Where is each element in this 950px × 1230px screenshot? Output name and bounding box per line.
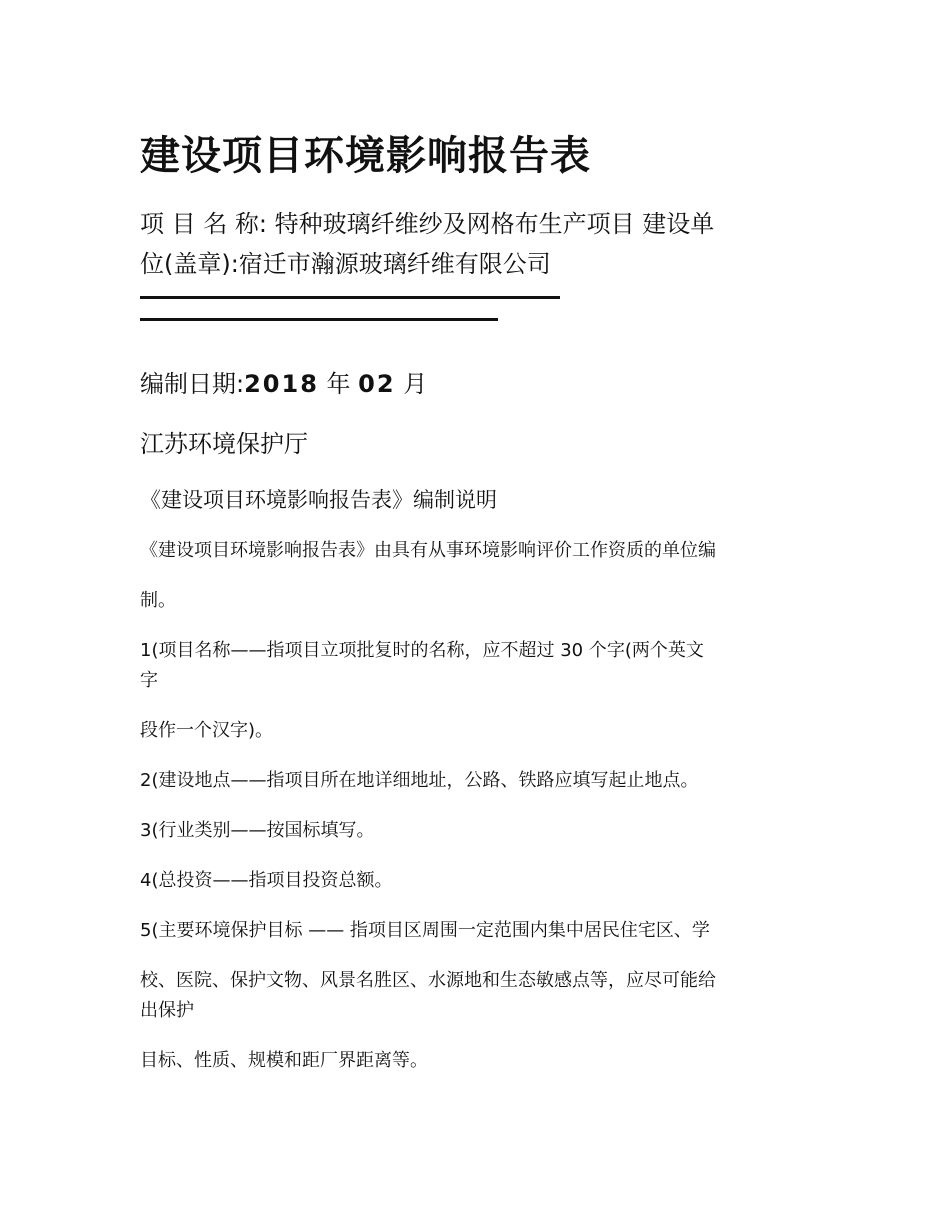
paragraph-line: 1(项目名称——指项目立项批复时的名称，应不超过 30 个字(两个英文 bbox=[140, 640, 704, 661]
paragraph-line: 校、医院、保护文物、风景名胜区、水源地和生态敏感点等，应尽可能给 bbox=[140, 970, 716, 991]
paragraph-line: 目标、性质、规模和距厂界距离等。 bbox=[140, 1050, 428, 1071]
paragraph-line: 字 bbox=[140, 670, 158, 691]
signature-rule-2 bbox=[140, 318, 498, 321]
project-name-line: 项 目 名 称: 特种玻璃纤维纱及网格布生产项目 建设单 bbox=[140, 210, 715, 238]
document-title: 建设项目环境影响报告表 bbox=[140, 133, 591, 179]
date-year-unit: 年 bbox=[326, 370, 351, 398]
construction-unit-line: 位(盖章):宿迁市瀚源玻璃纤维有限公司 bbox=[140, 250, 551, 278]
instructions-heading: 《建设项目环境影响报告表》编制说明 bbox=[140, 488, 497, 512]
paragraph-line: 3(行业类别——按国标填写。 bbox=[140, 820, 375, 841]
date-label: 编制日期: bbox=[140, 370, 245, 398]
paragraph-line: 段作一个汉字)。 bbox=[140, 720, 274, 741]
signature-rule-1 bbox=[140, 296, 560, 299]
date-month: 02 bbox=[358, 370, 396, 398]
paragraph-line: 出保护 bbox=[140, 1000, 194, 1021]
date-year: 2018 bbox=[244, 370, 319, 398]
paragraph-line: 5(主要环境保护目标 —— 指项目区周围一定范围内集中居民住宅区、学 bbox=[140, 920, 710, 941]
paragraph-line: 4(总投资——指项目投资总额。 bbox=[140, 870, 393, 891]
date-month-unit: 月 bbox=[403, 370, 428, 398]
paragraph-line: 制。 bbox=[140, 590, 176, 611]
paragraph-line: 《建设项目环境影响报告表》由具有从事环境影响评价工作资质的单位编 bbox=[140, 540, 716, 561]
issuing-agency: 江苏环境保护厅 bbox=[140, 430, 308, 458]
paragraph-line: 2(建设地点——指项目所在地详细地址，公路、铁路应填写起止地点。 bbox=[140, 770, 699, 791]
compile-date bbox=[140, 364, 427, 404]
